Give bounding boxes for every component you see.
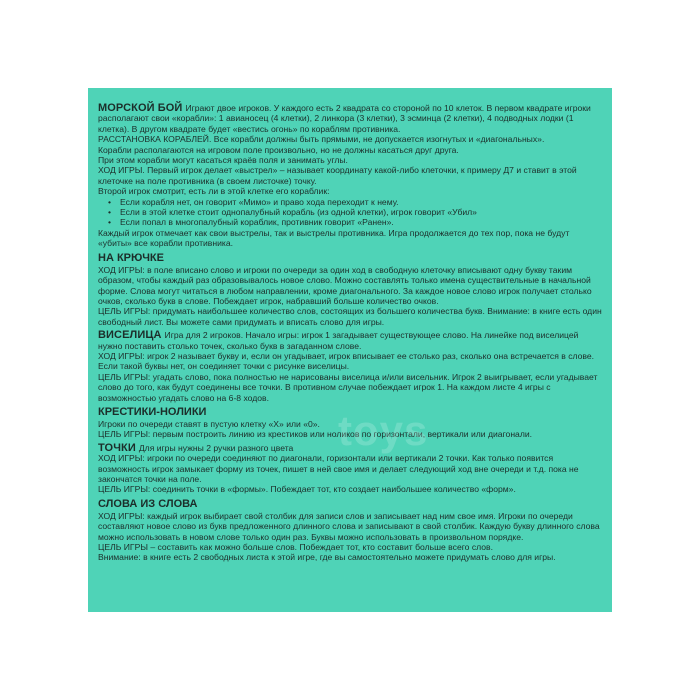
paragraph: Внимание: в книге есть 2 свободных листа к этой игре, где вы самостоятельно можете придумать слово для игры. [98, 552, 556, 563]
paragraph: Корабли располагаются на игровом поле произвольно, но не должны касаться друг друга. [98, 144, 459, 155]
paragraph: При этом корабли могут касаться краёв поля и занимать углы. [98, 155, 348, 166]
list-item: • Если корабля нет, он говорит «Мимо» и право хода переходит к нему. [108, 197, 602, 207]
paragraph: ХОД ИГРЫ: каждый игрок выбирает свой столбик для записи слов и записывает над ним свое имя. Игроки по очереди составляют новое слово из букв предложенного длинного слова и записывают в свой столбик. Каждую букву длинного слова можно использовать в новом слове только один раз. Буквы можно использовать в произвольном порядке. [98, 510, 600, 542]
paragraph: Второй игрок смотрит, есть ли в этой клетке его кораблик: [98, 186, 330, 197]
rules-page [88, 88, 612, 612]
paragraph: ЦЕЛЬ ИГРЫ – составить как можно больше слов. Побеждает тот, кто составит больше всего слов. [98, 542, 493, 553]
paragraph: ХОД ИГРЫ: игрок 2 называет букву и, если он угадывает, игрок вписывает ее столько раз, сколько она встречается в слове. Если такой буквы нет, он соединяет точки с рисунке виселицы. [98, 350, 595, 372]
paragraph: Каждый игрок отмечает как свои выстрелы, так и выстрелы противника. Игра продолжается до тех пор, пока не будут «убиты» все корабли противника. [98, 227, 570, 249]
section-battleship [98, 103, 602, 249]
list-item: • Если попал в многопалубный кораблик, противник говорит «Ранен». [108, 217, 602, 227]
section-words [98, 498, 602, 563]
section-title: НА КРЮЧКЕ [98, 251, 164, 264]
section-title: МОРСКОЙ БОЙ [98, 102, 183, 114]
paragraph: ХОД ИГРЫ. Первый игрок делает «выстрел» – называет координату какой-либо клеточки, к примеру Д7 и ставит в этой клеточке на поле противника (в своем листочке) точку. [98, 165, 577, 186]
section-hangman [98, 330, 602, 403]
section-hook [98, 252, 602, 327]
paragraph: Игроки по очереди ставят в пустую клетку «Х» или «0». [98, 418, 320, 429]
paragraph: ЦЕЛЬ ИГРЫ: первым построить линию из крестиков или ноликов по горизонтали, вертикали или диагонали. [98, 429, 533, 440]
section-title: СЛОВА ИЗ СЛОВА [98, 497, 198, 510]
paragraph: ЦЕЛЬ ИГРЫ: угадать слово, пока полностью не нарисованы виселица и/или висельник. Игрок 2 выигрывает, если угадывает слово до того, как будут соединены все точки. В противном случае побеждает игрок 1. На каждом листе 4 игры с возможностью угадать слово на 6-8 ходов. [98, 371, 598, 403]
section-intro: Игра для 2 игроков. Начало игры: игрок 1 загадывает существующее слово. На линейке под виселицей нужно поставить столько точек, сколько букв в загаданном слове. [98, 330, 579, 351]
watermark: toys [338, 407, 429, 454]
section-title: ВИСЕЛИЦА [98, 329, 162, 342]
list-item: • Если в этой клетке стоит однопалубный корабль (из одной клетки), игрок говорит «Убил» [108, 207, 602, 217]
paragraph: ЦЕЛЬ ИГРЫ: соединить точки в «формы». Побеждает тот, кто создает наибольшее количество «форм». [98, 484, 516, 495]
paragraph: ХОД ИГРЫ: игроки по очереди соединяют по диагонали, горизонтали или вертикали 2 точки. Как только появится возможность игрок замыкает форму из точек, пишет в ней свое имя и делает следующий ход вне очереди и т.д. пока не закончатся точки на поле. [98, 453, 579, 484]
section-title: КРЕСТИКИ-НОЛИКИ [98, 405, 207, 418]
section-intro: Для игры нужны 2 ручки разного цвета [138, 442, 294, 453]
paragraph: ЦЕЛЬ ИГРЫ: придумать наибольшее количество слов, состоящих из большего количества букв. Внимание: в книге есть один свободный лист. Вы можете сами придумать и вписать слово для игры. [98, 306, 602, 327]
section-title: ТОЧКИ [98, 441, 136, 454]
paragraph: РАССТАНОВКА КОРАБЛЕЙ. Все корабли должны быть прямыми, не допускается изогнутых и «диагональных». [98, 134, 545, 145]
paragraph: ХОД ИГРЫ: в поле вписано слово и игроки по очереди за один ход в свободную клеточку вписывают одну букву таким образом, чтобы каждый раз образовывалось новое слово. Можно составлять только имена существительные в начальной форме. Слова могут читаться в любом направлении, кроме диагонального. За каждое новое слово игрок получает столько очков, сколько букв в слове. Побеждает игрок, набравший больше количество очков. [98, 264, 592, 306]
section-intro: Играют двое игроков. У каждого есть 2 квадрата со стороной по 10 клеток. В первом квадрате игроки располагают свои «корабли»: 1 авианосец (4 клетки), 2 линкора (3 клетки), 3 эсминца (2 клетки), 4 подводных лодки (1 клетка). В другом квадрате будет «вестись огонь» по кораблям противника. [98, 103, 591, 134]
section-dots [98, 443, 602, 495]
bullet-list [98, 197, 602, 228]
